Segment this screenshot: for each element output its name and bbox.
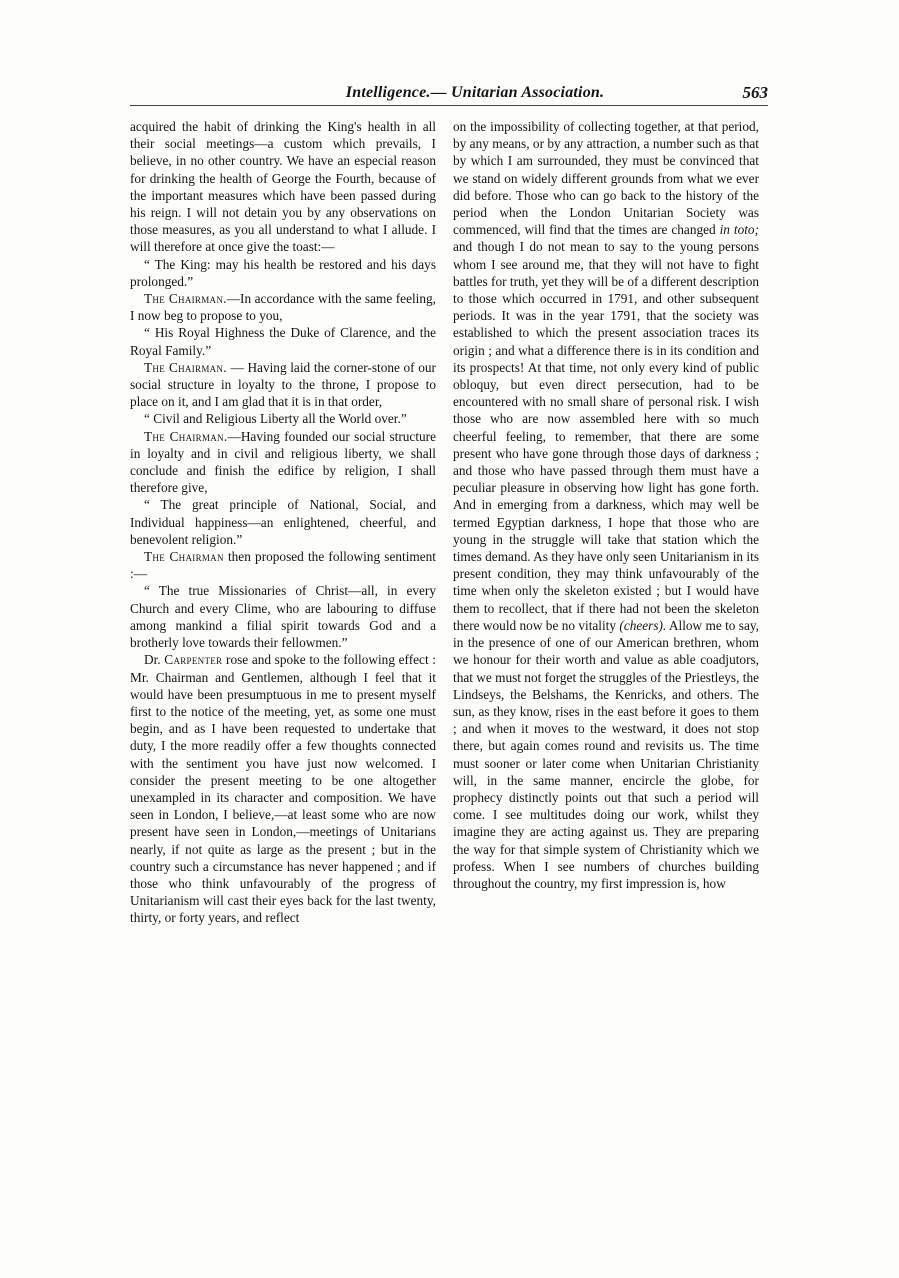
header-rule [130, 105, 768, 106]
speech-text: — Having laid the corner-stone of our social structure in loyalty to the throne, I propose to place on it, and I am glad that it is in that order, [130, 359, 436, 410]
toast-quote: “ The great principle of National, Social, and Individual happiness—an enlightened, cheerful, and benevolent religion.” [130, 497, 436, 547]
speech-text: Allow me to say, in the presence of one of our American brethren, whom we honour for their worth and value as able coadjutors, that we must not forget the struggles of the Priestleys, the Lindseys, the Belshams, the Kenricks, and others. The sun, as they know, rises in the east before it goes to them ; and when it moves to the westward, it does not stop there, but again comes round and revisits us. The time must sooner or later come when Unitarian Christianity will, in the same manner, encircle the globe, for prophecy distinctly points out that such a period will come. I see multitudes doing our work, whilst they imagine they are acting against us. They are preparing the way for that simple system of Christianity which we profess. When I see numbers of churches building throughout the country, my first impression is, how [453, 617, 759, 891]
paragraph [130, 428, 436, 497]
left-column [130, 118, 436, 927]
speaker-title: Dr. [144, 652, 165, 668]
paragraph: acquired the habit of drinking the King's health in all their social meetings—a custom which prevails, I believe, in no other country. We have an especial reason for drinking the health of George the Fourth, because of the important measures which have been passed during his reign. I will not detain you by any observations on those measures, as you all understand to what I allude. I will therefore at once give the toast:— [130, 119, 436, 255]
paragraph [130, 548, 436, 582]
italic-phrase: (cheers). [619, 617, 667, 633]
paragraph [130, 651, 436, 926]
toast-quote: “ Civil and Religious Liberty all the World over.” [144, 411, 407, 427]
italic-phrase: in toto; [719, 222, 759, 238]
speech-text: then proposed the following sentiment :— [130, 549, 436, 582]
speaker-name: The Chairman. [144, 428, 228, 444]
speech-text: and though I do not mean to say to the young persons whom I see around me, that they will not have to fight battles for truth, yet they will be of a different description to those which occurred in 1791, and other subsequent periods. It was in the year 1791, that the society was established to which the present association traces its origin ; and what a difference there is in its condition and its prospects! At that time, not only every kind of public obloquy, but even direct persecution, had to be encountered with no small share of personal risk. I wish those who are now assembled here with so much cheerful feeling, to remember, that there are some present who have gone through those days of darkness ; and those who have passed through them must have a peculiar pleasure in observing how light has gone forth. And in emerging from a darkness, which may well be termed Egyptian darkness, I hope that those who are young in the struggle will take that station which the times demand. As they have only seen Unitarianism in its present condition, they may think unfavourably of the time when only the skeleton existed ; but I would have them to recollect, that if there had not been the skeleton there would now be no vitality [453, 239, 759, 633]
speech-text: —Having founded our social structure in loyalty and in civil and religious liberty, we shall conclude and finish the edifice by religion, I shall therefore give, [130, 428, 436, 496]
speaker-name: The Chairman. [144, 359, 227, 375]
speaker-name: The Chairman [144, 549, 224, 565]
speaker-name: Carpenter [164, 652, 223, 668]
paragraph [130, 359, 436, 411]
running-header: Intelligence.— Unitarian Association. [345, 84, 605, 101]
speech-text: —In accordance with the same feeling, I now beg to propose to you, [130, 291, 436, 324]
toast-quote: “ The King: may his health be restored and his days prolonged.” [130, 256, 436, 289]
paragraph [130, 290, 436, 324]
speech-text: rose and spoke to the following effect : Mr. Chairman and Gentlemen, although I feel that it would have been presumptuous in me to present myself first to the notice of the meeting, yet, as some one must begin, and as I have been requested to undertake that duty, I the more readily offer a few thoughts connected with the sentiment you have just now welcomed. I consider the present meeting to be one altogether unexampled in its character and composition. We have seen in London, I believe,—at least some who are now present have seen in London,—meetings of Unitarians nearly, if not quite as large as the present ; but in the country such a circumstance has never happened ; and if those who think unfavourably of the progress of Unitarianism will cast their eyes back for the last twenty, thirty, or forty years, and reflect [130, 652, 436, 926]
speech-text: on the impossibility of collecting together, at that period, by any means, or by any attraction, a number such as that by which I am surrounded, they must be convinced that we stand on widely different grounds from what we ever did before. Those who can go back to the history of the period when the London Unitarian Society was commenced, will find that the times are changed [453, 119, 759, 238]
page-number: 563 [742, 83, 768, 102]
toast-quote: “ His Royal Highness the Duke of Clarence, and the Royal Family.” [130, 325, 436, 358]
paragraph [453, 118, 759, 892]
right-column [453, 118, 759, 892]
toast-quote: “ The true Missionaries of Christ—all, in every Church and every Clime, who are labouring to diffuse among mankind a filial spirit towards God and a brotherly love towards their fellowmen.” [130, 583, 436, 651]
speaker-name: The Chairman. [144, 291, 227, 307]
